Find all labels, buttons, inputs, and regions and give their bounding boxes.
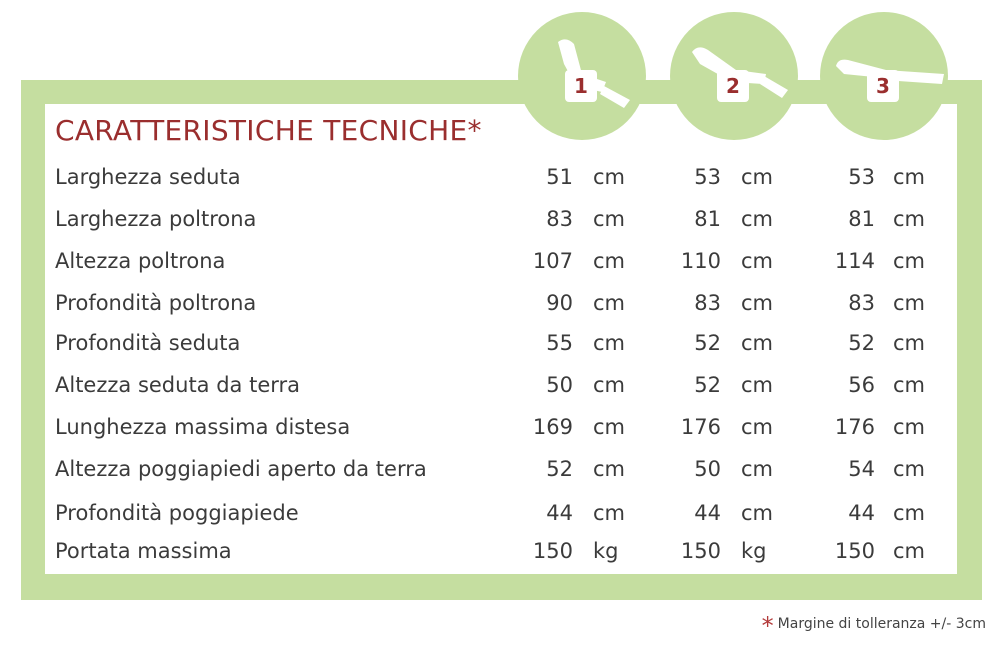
- spec-value-3: 53: [848, 165, 875, 189]
- spec-value-3: 56: [848, 373, 875, 397]
- spec-value-2: 83: [694, 291, 721, 315]
- footnote-text: Margine di tolleranza +/- 3cm: [777, 616, 986, 632]
- spec-value-2: 110: [680, 249, 721, 273]
- spec-label: Lunghezza massima distesa: [55, 415, 351, 439]
- table-row: [0, 409, 1000, 445]
- table-row: [0, 451, 1000, 487]
- spec-unit-2: kg: [741, 539, 767, 563]
- table-row: [0, 325, 1000, 361]
- spec-unit-1: cm: [593, 331, 626, 355]
- model-badge-1: [518, 12, 646, 140]
- spec-unit-3: cm: [893, 207, 926, 231]
- spec-label: Altezza poggiapiedi aperto da terra: [55, 457, 427, 481]
- spec-value-3: 150: [834, 539, 875, 563]
- spec-value-2: 53: [694, 165, 721, 189]
- spec-value-1: 169: [532, 415, 573, 439]
- table-row: [0, 243, 1000, 279]
- table-row: [0, 495, 1000, 531]
- spec-value-2: 81: [694, 207, 721, 231]
- spec-value-2: 50: [694, 457, 721, 481]
- spec-value-1: 52: [546, 457, 573, 481]
- tolerance-footnote: [762, 612, 986, 640]
- spec-unit-3: cm: [893, 165, 926, 189]
- spec-unit-2: cm: [741, 415, 774, 439]
- spec-value-1: 55: [546, 331, 573, 355]
- table-row: [0, 285, 1000, 321]
- spec-value-3: 44: [848, 501, 875, 525]
- spec-unit-3: cm: [893, 291, 926, 315]
- asterisk-marker: *: [761, 612, 774, 640]
- spec-value-3: 176: [834, 415, 875, 439]
- spec-unit-2: cm: [741, 291, 774, 315]
- spec-value-3: 83: [848, 291, 875, 315]
- spec-label: Profondità poggiapiede: [55, 501, 299, 525]
- spec-unit-1: cm: [593, 457, 626, 481]
- spec-value-2: 52: [694, 373, 721, 397]
- spec-unit-3: cm: [893, 331, 926, 355]
- spec-label: Portata massima: [55, 539, 232, 563]
- spec-unit-3: cm: [893, 539, 926, 563]
- spec-label: Altezza seduta da terra: [55, 373, 301, 397]
- model-number: 3: [867, 70, 899, 102]
- model-badge-3: [820, 12, 948, 140]
- spec-unit-1: cm: [593, 291, 626, 315]
- spec-unit-2: cm: [741, 165, 774, 189]
- spec-unit-3: cm: [893, 373, 926, 397]
- spec-unit-2: cm: [741, 331, 774, 355]
- spec-value-2: 44: [694, 501, 721, 525]
- spec-value-3: 114: [834, 249, 875, 273]
- spec-label: Larghezza seduta: [55, 165, 241, 189]
- spec-unit-2: cm: [741, 373, 774, 397]
- spec-value-2: 52: [694, 331, 721, 355]
- model-badge-2: [670, 12, 798, 140]
- table-row: [0, 367, 1000, 403]
- spec-value-3: 54: [848, 457, 875, 481]
- spec-value-2: 176: [680, 415, 721, 439]
- table-row: [0, 159, 1000, 195]
- spec-value-3: 52: [848, 331, 875, 355]
- spec-label: Larghezza poltrona: [55, 207, 257, 231]
- spec-unit-2: cm: [741, 207, 774, 231]
- spec-value-2: 150: [680, 539, 721, 563]
- spec-value-3: 81: [848, 207, 875, 231]
- spec-value-1: 50: [546, 373, 573, 397]
- spec-unit-1: cm: [593, 165, 626, 189]
- spec-unit-1: cm: [593, 501, 626, 525]
- spec-label: Altezza poltrona: [55, 249, 226, 273]
- spec-value-1: 44: [546, 501, 573, 525]
- spec-unit-2: cm: [741, 249, 774, 273]
- spec-unit-3: cm: [893, 501, 926, 525]
- spec-value-1: 150: [532, 539, 573, 563]
- spec-unit-1: kg: [593, 539, 619, 563]
- spec-value-1: 51: [546, 165, 573, 189]
- spec-unit-1: cm: [593, 373, 626, 397]
- table-row: [0, 533, 1000, 569]
- table-row: [0, 201, 1000, 237]
- spec-unit-3: cm: [893, 457, 926, 481]
- spec-label: Profondità seduta: [55, 331, 241, 355]
- spec-label: Profondità poltrona: [55, 291, 257, 315]
- spec-value-1: 90: [546, 291, 573, 315]
- spec-unit-2: cm: [741, 457, 774, 481]
- model-number: 1: [565, 70, 597, 102]
- spec-unit-1: cm: [593, 207, 626, 231]
- spec-value-1: 107: [532, 249, 573, 273]
- page-title: CARATTERISTICHE TECNICHE*: [55, 114, 482, 147]
- spec-unit-3: cm: [893, 415, 926, 439]
- spec-unit-1: cm: [593, 249, 626, 273]
- spec-value-1: 83: [546, 207, 573, 231]
- spec-unit-2: cm: [741, 501, 774, 525]
- spec-unit-3: cm: [893, 249, 926, 273]
- model-number: 2: [717, 70, 749, 102]
- spec-unit-1: cm: [593, 415, 626, 439]
